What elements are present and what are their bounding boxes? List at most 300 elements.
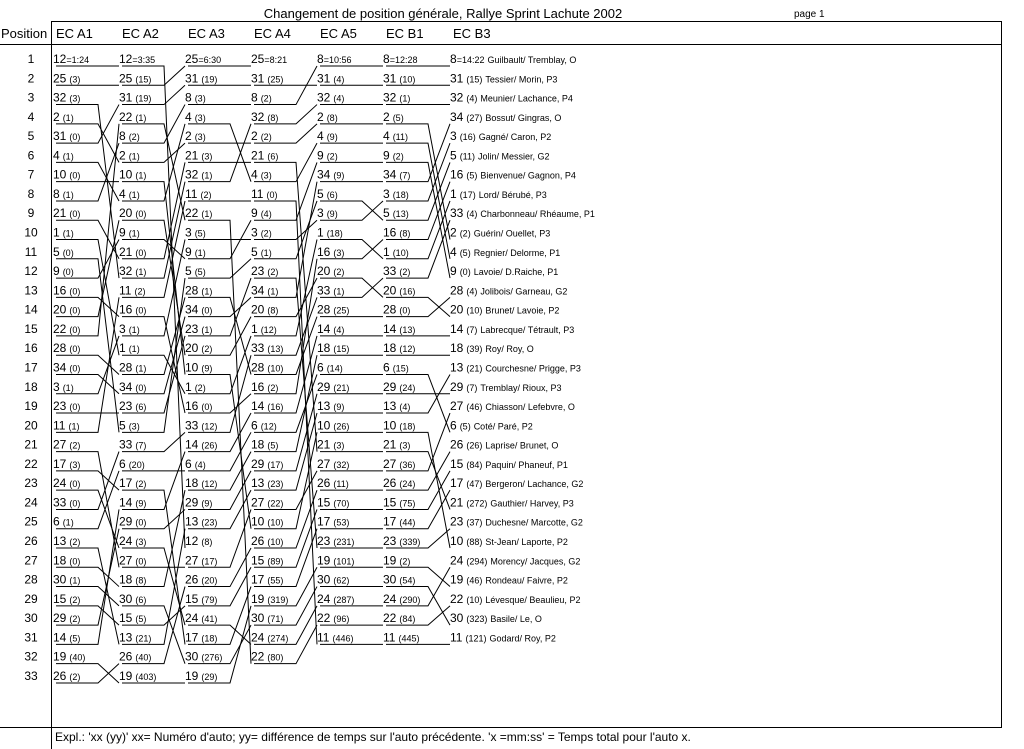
time-gap: (4)	[333, 74, 345, 85]
car-number: 25	[119, 71, 133, 86]
entry-label	[185, 245, 206, 259]
time-gap: (0)	[201, 402, 213, 413]
car-number: 8	[450, 52, 457, 66]
car-number: 26	[317, 476, 331, 491]
car-number: 2	[185, 129, 192, 144]
time-gap: (0)	[69, 479, 81, 490]
position-label: 1	[27, 52, 35, 66]
entry-label	[317, 592, 354, 606]
car-number: 27	[450, 399, 464, 414]
time-gap: (2)	[69, 537, 81, 547]
entry-label	[251, 438, 278, 452]
time-gap: (287)	[333, 594, 355, 605]
entry-label	[119, 495, 146, 509]
time-gap: (3)	[333, 247, 345, 258]
car-number: 18	[383, 341, 397, 356]
entry-label	[119, 476, 146, 490]
car-number: 26	[251, 534, 265, 548]
car-number: 27	[317, 456, 331, 471]
entry-label	[450, 553, 580, 567]
position-label: 23	[24, 476, 38, 491]
time-gap: (8)	[267, 112, 279, 123]
time-gap: (13)	[392, 209, 409, 220]
car-number: 8	[53, 186, 60, 201]
entry-label	[383, 380, 415, 394]
position-label: 26	[24, 534, 38, 548]
entry-label	[53, 303, 80, 317]
entry-label	[317, 264, 344, 278]
time-gap: (6)	[135, 594, 147, 605]
entry-label	[383, 110, 404, 124]
time-gap: (3)	[135, 537, 147, 547]
car-number: 14	[251, 399, 265, 414]
entry-label	[185, 553, 217, 567]
car-number: 4	[317, 129, 324, 144]
position-label: 8	[27, 186, 35, 201]
time-gap: (70)	[333, 498, 350, 509]
time-gap: (1)	[62, 517, 74, 528]
time-gap: (29)	[201, 671, 218, 682]
time-gap: (96)	[333, 614, 350, 625]
car-number: 29	[251, 456, 265, 471]
time-gap: (2)	[128, 132, 140, 143]
car-number: 14	[185, 437, 199, 452]
car-number: 28	[317, 302, 331, 317]
car-number: 5	[185, 264, 192, 279]
car-number: 4	[53, 148, 60, 163]
time-gap: (53)	[333, 517, 350, 528]
car-number: 6	[251, 418, 258, 433]
time-gap: (3)	[194, 132, 206, 143]
entry-label	[185, 52, 221, 66]
car-number: 1	[185, 379, 192, 394]
entry-label	[119, 669, 156, 683]
entry-label	[317, 187, 338, 201]
car-number: 32	[317, 90, 331, 105]
position-label: 13	[24, 283, 38, 298]
car-number: 26	[450, 437, 464, 452]
time-gap: (25)	[333, 305, 350, 316]
car-number: 16	[119, 302, 133, 317]
time-gap: (2)	[333, 267, 345, 278]
entry-label	[383, 148, 404, 162]
time-gap: =1:24	[66, 55, 90, 65]
entry-label	[450, 438, 558, 452]
entry-label	[53, 360, 80, 374]
time-gap: (54)	[399, 575, 416, 586]
car-number: 20	[317, 264, 331, 279]
car-number: 31	[450, 71, 464, 86]
car-number: 29	[119, 514, 133, 529]
time-gap: (10)	[267, 537, 284, 547]
time-gap: (0)	[69, 305, 81, 316]
time-gap: (294)	[466, 556, 488, 567]
entry-label	[119, 515, 146, 529]
time-gap: (19)	[201, 74, 218, 85]
time-gap: (2)	[267, 382, 279, 393]
time-gap: (1)	[128, 228, 140, 239]
entry-label	[317, 341, 349, 355]
entry-label	[185, 129, 206, 143]
car-number: 8	[185, 90, 192, 105]
entry-label	[119, 187, 140, 201]
entry-label	[450, 168, 576, 182]
car-number: 28	[53, 341, 67, 356]
car-number: 18	[450, 341, 464, 356]
crew-name: Gauthier/ Harvey, P3	[490, 498, 574, 509]
time-gap: (3)	[399, 440, 411, 451]
entry-label	[53, 418, 79, 432]
car-number: 16	[53, 283, 67, 298]
entry-label	[383, 168, 410, 182]
entry-label	[53, 187, 74, 201]
entry-label	[185, 650, 222, 664]
car-number: 19	[53, 649, 67, 664]
entry-label	[450, 206, 595, 220]
car-number: 4	[251, 167, 258, 182]
car-number: 10	[53, 167, 67, 182]
car-number: 14	[450, 321, 464, 336]
car-number: 33	[383, 264, 397, 279]
time-gap: (9)	[333, 170, 345, 181]
entry-label	[251, 630, 288, 644]
time-gap: (5)	[194, 267, 206, 278]
car-number: 33	[450, 206, 464, 221]
car-number: 18	[317, 341, 331, 356]
time-gap: (20)	[128, 459, 145, 470]
entry-label	[251, 553, 283, 567]
position-label: 24	[24, 495, 38, 510]
entry-label	[185, 611, 217, 625]
car-number: 29	[185, 495, 199, 510]
time-gap: (5)	[267, 440, 279, 451]
entry-label	[119, 206, 146, 220]
car-number: 20	[251, 302, 265, 317]
car-number: 15	[450, 456, 464, 471]
time-gap: (1)	[62, 112, 74, 123]
entry-label	[185, 438, 217, 452]
car-number: 19	[317, 553, 331, 568]
entry-label	[450, 380, 562, 394]
time-gap: =14:22	[456, 55, 485, 65]
car-number: 29	[317, 379, 331, 394]
car-number: 23	[450, 514, 464, 529]
entry-label	[251, 283, 278, 297]
time-gap: (1)	[62, 151, 74, 162]
car-number: 33	[119, 437, 133, 452]
time-gap: (19)	[135, 93, 152, 104]
entry-label	[119, 168, 146, 182]
car-number: 33	[251, 341, 265, 356]
car-number: 30	[251, 611, 265, 626]
crew-name: Chiasson/ Lefebvre, O	[485, 402, 575, 413]
time-gap: (39)	[466, 344, 483, 355]
car-number: 10	[251, 514, 265, 529]
car-number: 19	[119, 668, 133, 683]
entry-label	[450, 630, 556, 644]
time-gap: (0)	[69, 170, 81, 181]
time-gap: (276)	[201, 652, 223, 663]
entry-label	[383, 360, 409, 374]
time-gap: (6)	[135, 402, 147, 413]
time-gap: =12:28	[389, 55, 418, 65]
page-label: page 1	[794, 9, 825, 20]
entry-label	[317, 380, 349, 394]
time-gap: (1)	[128, 344, 140, 355]
time-gap: (37)	[466, 517, 483, 528]
car-number: 26	[185, 572, 199, 587]
time-gap: (0)	[69, 132, 81, 143]
column-headers	[56, 26, 491, 41]
car-number: 11	[317, 630, 330, 645]
entry-label	[450, 573, 568, 587]
entry-label	[383, 438, 410, 452]
time-gap: (4)	[399, 402, 411, 413]
time-gap: (2)	[201, 344, 213, 355]
car-number: 1	[383, 244, 390, 259]
crew-name: Bergeron/ Lachance, G2	[485, 479, 584, 490]
time-gap: (10)	[466, 594, 483, 605]
position-label: 25	[24, 514, 38, 529]
entry-label	[185, 573, 217, 587]
entry-label	[185, 476, 217, 490]
entry-label	[383, 495, 415, 509]
entry-label	[450, 264, 558, 278]
car-number: 1	[53, 225, 60, 240]
time-gap: (80)	[267, 652, 284, 663]
time-gap: (1)	[69, 575, 81, 586]
crew-name: St-Jean/ Laporte, P2	[485, 537, 568, 547]
entry-label	[53, 226, 74, 240]
entry-label	[251, 457, 283, 471]
position-label: 20	[24, 418, 38, 433]
car-number: 27	[53, 437, 67, 452]
time-gap: (23)	[201, 517, 218, 528]
time-gap: (16)	[459, 132, 476, 143]
entry-label	[317, 553, 354, 567]
entry-label	[185, 168, 212, 182]
position-label: 14	[24, 302, 38, 317]
car-number: 22	[450, 591, 464, 606]
time-gap: (27)	[466, 112, 483, 123]
car-number: 11	[251, 186, 264, 201]
column-header: EC B3	[453, 26, 491, 41]
position-label: 3	[27, 90, 35, 105]
car-number: 32	[53, 90, 67, 105]
footer-legend: Expl.: 'xx (yy)' xx= Numéro d'auto; yy= différence de temps sur l'auto précédente. 'x =mm:ss' = Temps total pour l'auto x.	[55, 730, 691, 744]
car-number: 13	[185, 514, 199, 529]
entry-label	[251, 495, 283, 509]
car-number: 1	[251, 321, 258, 336]
car-number: 8	[317, 52, 324, 66]
entry-label	[185, 399, 212, 413]
entry-label	[185, 283, 212, 297]
time-gap: (46)	[466, 575, 483, 586]
time-gap: (23)	[267, 479, 284, 490]
entry-label	[185, 495, 212, 509]
entry-label	[251, 245, 272, 259]
time-gap: (4)	[466, 93, 478, 104]
entry-label	[317, 360, 343, 374]
time-gap: (32)	[333, 459, 350, 470]
time-gap: (2)	[459, 228, 471, 239]
row-header: Position	[1, 26, 48, 41]
time-gap: (17)	[267, 459, 284, 470]
entry-label	[53, 553, 80, 567]
entry-label	[53, 52, 89, 66]
time-gap: (24)	[399, 479, 416, 490]
entry-label	[317, 283, 344, 297]
entry-label	[383, 129, 408, 143]
car-number: 13	[53, 534, 67, 548]
car-number: 2	[119, 148, 126, 163]
position-label: 18	[24, 379, 38, 394]
entry-label	[317, 52, 351, 66]
crew-name: Jolibois/ Garneau, G2	[480, 286, 568, 297]
car-number: 23	[251, 264, 265, 279]
time-gap: (14)	[326, 363, 343, 374]
entry-label	[119, 283, 145, 297]
entry-label	[450, 322, 574, 336]
entry-label	[119, 418, 140, 432]
entry-label	[185, 148, 212, 162]
car-number: 3	[317, 206, 324, 221]
car-number: 9	[383, 148, 390, 163]
car-number: 11	[450, 630, 463, 645]
car-number: 34	[185, 302, 199, 317]
entry-label	[383, 187, 409, 201]
entry-label	[251, 476, 283, 490]
car-number: 32	[383, 90, 397, 105]
position-label: 22	[24, 456, 38, 471]
car-number: 11	[185, 186, 198, 201]
entry-label	[450, 303, 559, 317]
entry-label	[53, 245, 74, 259]
time-gap: (15)	[333, 344, 350, 355]
entry-label	[251, 303, 278, 317]
crew-name: Basile/ Le, O	[490, 614, 542, 625]
time-gap: (9)	[326, 209, 338, 220]
time-gap: (0)	[135, 305, 147, 316]
time-gap: (18)	[399, 421, 416, 432]
car-number: 21	[450, 495, 464, 510]
car-number: 28	[185, 283, 199, 298]
time-gap: (2)	[200, 189, 212, 200]
car-number: 10	[119, 167, 133, 182]
entry-label	[53, 669, 80, 683]
entry-label	[251, 399, 283, 413]
time-gap: (9)	[135, 498, 147, 509]
car-number: 26	[119, 649, 133, 664]
entry-label	[119, 592, 146, 606]
time-gap: (403)	[135, 671, 157, 682]
car-number: 3	[450, 129, 457, 144]
time-gap: (1)	[260, 247, 272, 258]
entry-label	[185, 264, 206, 278]
time-gap: (1)	[128, 189, 140, 200]
position-label: 19	[24, 399, 38, 414]
entry-label	[251, 360, 283, 374]
time-gap: (4)	[333, 324, 345, 335]
time-gap: (0)	[69, 402, 81, 413]
entry-label	[185, 322, 212, 336]
time-gap: (12)	[399, 344, 416, 355]
time-gap: (0)	[69, 209, 81, 220]
time-gap: (8)	[399, 228, 411, 239]
car-number: 13	[317, 399, 331, 414]
time-gap: (0)	[399, 305, 411, 316]
car-number: 15	[317, 495, 331, 510]
time-gap: (17)	[201, 556, 218, 567]
time-gap: (1)	[62, 382, 74, 393]
car-number: 1	[119, 341, 126, 356]
column-header: EC A4	[254, 26, 291, 41]
time-gap: (2)	[260, 93, 272, 104]
entry-label	[53, 91, 80, 105]
time-gap: (1)	[128, 151, 140, 162]
car-number: 11	[383, 630, 396, 645]
car-number: 27	[251, 495, 265, 510]
car-number: 30	[53, 572, 67, 587]
chart-title: Changement de position générale, Rallye Sprint Lachute 2002	[263, 6, 623, 21]
time-gap: (7)	[466, 324, 478, 335]
car-number: 18	[119, 572, 133, 587]
entry-label	[450, 592, 580, 606]
entry-label	[185, 515, 217, 529]
time-gap: (8)	[135, 575, 147, 586]
entry-label	[53, 438, 80, 452]
entry-label	[185, 669, 217, 683]
time-gap: (10)	[267, 363, 284, 374]
car-number: 5	[383, 206, 390, 221]
car-number: 16	[251, 379, 265, 394]
car-number: 13	[119, 630, 133, 645]
entry-label	[317, 226, 343, 240]
entry-label	[119, 399, 146, 413]
crew-name: Tessier/ Morin, P3	[485, 74, 558, 85]
time-gap: (1)	[68, 421, 80, 432]
car-number: 29	[383, 379, 397, 394]
time-gap: (1)	[135, 267, 147, 278]
crew-name: Bossut/ Gingras, O	[485, 112, 562, 123]
entry-label	[317, 91, 344, 105]
entry-label	[450, 187, 547, 201]
entry-label	[119, 611, 146, 625]
time-gap: (12)	[201, 479, 218, 490]
car-number: 27	[119, 553, 133, 568]
time-gap: (2)	[392, 151, 404, 162]
car-number: 9	[317, 148, 324, 163]
entry-label	[317, 495, 349, 509]
crew-name: Roy/ Roy, O	[485, 344, 534, 355]
time-gap: (3)	[128, 421, 140, 432]
entry-label	[383, 226, 410, 240]
time-gap: (323)	[466, 614, 488, 625]
car-number: 17	[185, 630, 199, 645]
crew-name: Rondeau/ Faivre, P2	[485, 575, 568, 586]
entry-label	[251, 129, 272, 143]
position-label: 30	[24, 611, 38, 626]
entry-label	[383, 611, 415, 625]
entry-label	[450, 360, 581, 374]
entry-label	[53, 495, 80, 509]
entry-label	[317, 129, 338, 143]
car-number: 30	[383, 572, 397, 587]
time-gap: (1)	[135, 170, 147, 181]
time-gap: (18)	[392, 189, 409, 200]
car-number: 33	[317, 283, 331, 298]
car-number: 20	[185, 341, 199, 356]
